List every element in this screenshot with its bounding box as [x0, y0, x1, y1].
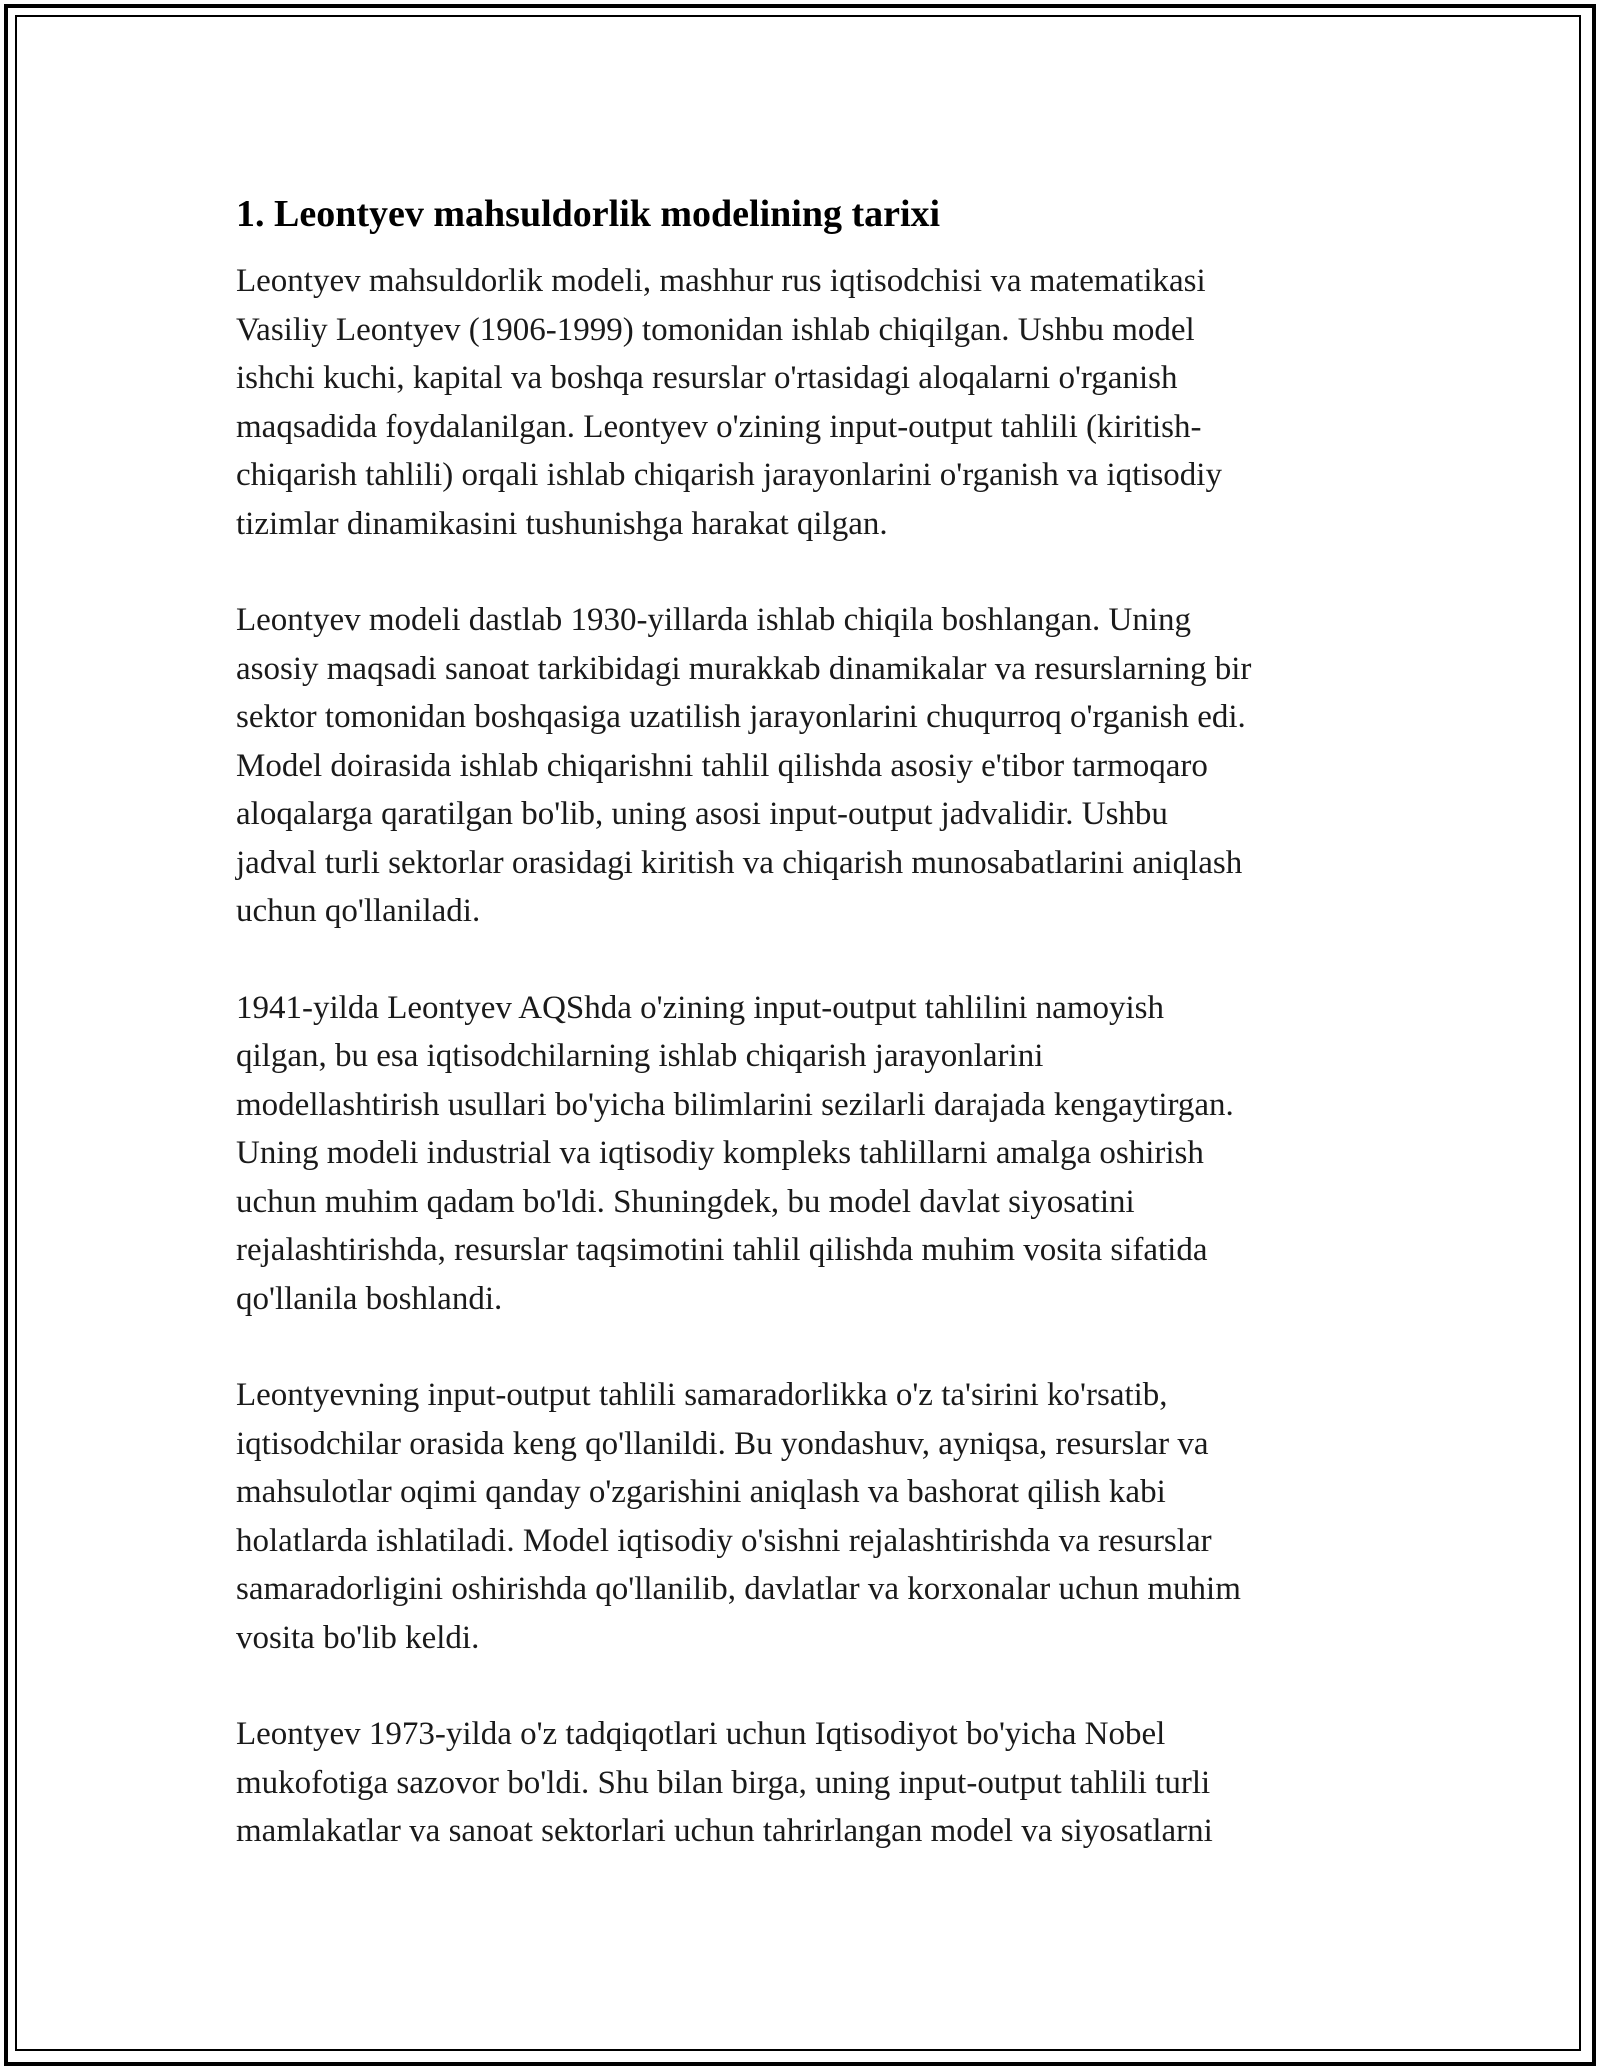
paragraph-line: iqtisodchilar orasida keng qo'llanildi. Bu yondashuv, ayniqsa, resurslar va [236, 1425, 1209, 1462]
paragraph-line: Leontyev 1973-yilda o'z tadqiqotlari uchun Iqtisodiyot bo'yicha Nobel [236, 1716, 1166, 1752]
paragraph-line: uchun muhim qadam bo'ldi. Shuningdek, bu model davlat siyosatini [236, 1183, 1135, 1220]
paragraph-line: holatlarda ishlatiladi. Model iqtisodiy o'sishni rejalashtirishda va resurslar [236, 1522, 1212, 1559]
paragraph-line: qilgan, bu esa iqtisodchilarning ishlab chiqarish jarayonlarini [236, 1038, 1044, 1074]
paragraph [236, 596, 1376, 936]
paragraph-line: aloqalarga qaratilgan bo'lib, uning asosi input-output jadvalidir. Ushbu [236, 796, 1168, 832]
paragraph-line: tizimlar dinamikasini tushunishga harakat qilgan. [236, 505, 888, 542]
paragraph-line: maqsadida foydalanilgan. Leontyev o'zining input-output tahlili (kiritish- [236, 408, 1202, 445]
paragraph-line: qo'llanila boshlandi. [236, 1280, 503, 1317]
paragraph-line: mukofotiga sazovor bo'ldi. Shu bilan birga, uning input-output tahlili turli [236, 1764, 1211, 1801]
paragraph-list [236, 257, 1376, 1856]
paragraph-line: Leontyev mahsuldorlik modeli, mashhur rus iqtisodchisi va matematikasi [236, 263, 1206, 299]
paragraph-line: Model doirasida ishlab chiqarishni tahlil qilishda asosiy e'tibor tarmoqaro [236, 747, 1208, 784]
paragraph-line: samaradorligini oshirishda qo'llanilib, davlatlar va korxonalar uchun muhim [236, 1571, 1241, 1607]
paragraph-line: mamlakatlar va sanoat sektorlari uchun tahrirlangan model va siyosatlarni [236, 1813, 1213, 1849]
paragraph-line: 1941-yilda Leontyev AQShda o'zining input-output tahlilini namoyish [236, 989, 1165, 1026]
paragraph-line: chiqarish tahlili) orqali ishlab chiqarish jarayonlarini o'rganish va iqtisodiy [236, 457, 1222, 493]
paragraph-line: rejalashtirishda, resurslar taqsimotini tahlil qilishda muhim vosita sifatida [236, 1232, 1208, 1268]
paragraph [236, 984, 1376, 1324]
paragraph-line: Leontyevning input-output tahlili samaradorlikka o'z ta'sirini ko'rsatib, [236, 1377, 1168, 1413]
paragraph-line: mahsulotlar oqimi qanday o'zgarishini aniqlash va bashorat qilish kabi [236, 1474, 1166, 1510]
paragraph-line: Leontyev modeli dastlab 1930-yillarda ishlab chiqila boshlangan. Uning [236, 602, 1191, 638]
paragraph-line: Vasiliy Leontyev (1906-1999) tomonidan ishlab chiqilgan. Ushbu model [236, 311, 1195, 348]
paragraph-line: Uning modeli industrial va iqtisodiy kompleks tahlillarni amalga oshirish [236, 1135, 1204, 1171]
paragraph-line: asosiy maqsadi sanoat tarkibidagi murakkab dinamikalar va resurslarning bir [236, 650, 1252, 687]
paragraph-line: vosita bo'lib keldi. [236, 1619, 480, 1656]
paragraph-line: ishchi kuchi, kapital va boshqa resurslar o'rtasidagi aloqalarni o'rganish [236, 360, 1178, 396]
document-body [236, 183, 1376, 1856]
paragraph-line: modellashtirish usullari bo'yicha bilimlarini sezilarli darajada kengaytirgan. [236, 1086, 1234, 1123]
paragraph-line: jadval turli sektorlar orasidagi kiritish va chiqarish munosabatlarini aniqlash [236, 844, 1243, 881]
section-heading: 1. Leontyev mahsuldorlik modelining tarixi [236, 193, 941, 235]
paragraph [236, 1371, 1376, 1662]
paragraph-line: uchun qo'llaniladi. [236, 893, 481, 929]
paragraph [236, 1710, 1376, 1856]
paragraph [236, 257, 1376, 548]
paragraph-line: sektor tomonidan boshqasiga uzatilish jarayonlarini chuqurroq o'rganish edi. [236, 699, 1246, 735]
